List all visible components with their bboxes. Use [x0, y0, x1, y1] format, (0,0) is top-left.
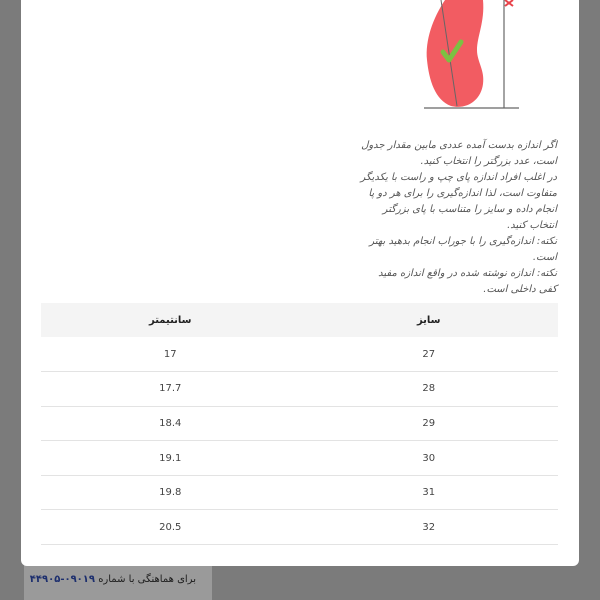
cell-size: 31	[300, 475, 559, 510]
guide-line: نکته: اندازه نوشته شده در واقع اندازه مفید کفی داخلی است.	[378, 268, 557, 295]
cell-cm: 17	[41, 337, 300, 372]
size-table	[41, 303, 558, 545]
guide-line: اگر اندازه بدست آمده عددی مابین مقدار جدول است، عدد بزرگتر را انتخاب کنید.	[361, 140, 557, 167]
background-contact-prefix: برای هماهنگی با شماره	[98, 574, 196, 585]
cell-size: 32	[300, 510, 559, 545]
foot-measure-icon	[401, 0, 521, 112]
guide-line: نکته: اندازه‌گیری را با جوراب انجام بدهید بهتر است.	[369, 236, 557, 263]
size-guide-text	[357, 138, 557, 298]
column-header-size: سایز	[300, 303, 559, 337]
table-row	[41, 510, 558, 545]
column-header-cm: سانتیمتر	[41, 303, 300, 337]
cell-cm: 17.7	[41, 372, 300, 407]
cell-cm: 19.8	[41, 475, 300, 510]
cross-icon	[505, 0, 513, 6]
cell-cm: 19.1	[41, 441, 300, 476]
cell-size: 29	[300, 406, 559, 441]
cell-size: 28	[300, 372, 559, 407]
cell-size: 30	[300, 441, 559, 476]
table-row	[41, 475, 558, 510]
table-row	[41, 406, 558, 441]
guide-line: در اغلب افراد اندازه پای چپ و راست با یکدیگر متفاوت است، لذا اندازه‌گیری را برای هر دو پا انجام داده و سایز را متناسب با پای بزرگتر انتخاب کنید.	[360, 172, 557, 231]
background-contact-number[interactable]: ۰۹۰۱۹-۴۴۹۰۵	[29, 574, 95, 585]
cell-cm: 20.5	[41, 510, 300, 545]
table-row	[41, 441, 558, 476]
size-guide-modal	[21, 0, 579, 566]
table-row	[41, 372, 558, 407]
table-row	[41, 337, 558, 372]
background-contact-line	[30, 574, 196, 585]
cell-size: 27	[300, 337, 559, 372]
cell-cm: 18.4	[41, 406, 300, 441]
table-header-row	[41, 303, 558, 337]
